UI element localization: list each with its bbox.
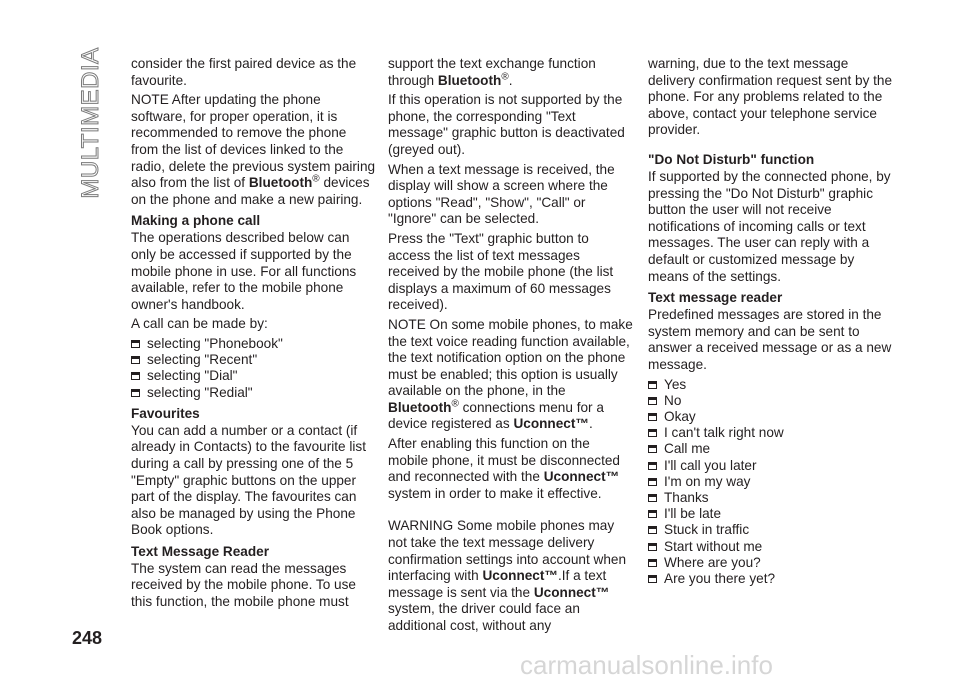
text: support the text exchange function through [388, 56, 596, 88]
text: .If a text message is sent via the [388, 568, 607, 600]
heading-text-message-reader: Text message reader [648, 290, 783, 306]
paragraph [388, 436, 633, 502]
list-item: Thanks [648, 490, 893, 506]
heading-text-message-reader: Text Message Reader [131, 543, 270, 559]
list-item: Where are you? [648, 555, 893, 571]
bluetooth-brand: Bluetooth [248, 175, 313, 191]
paragraph [388, 56, 633, 89]
call-options-list [131, 336, 376, 401]
column-1 [131, 56, 376, 614]
list-item: Okay [648, 409, 893, 425]
list-item: Are you there yet? [648, 571, 893, 587]
bluetooth-brand: Bluetooth [437, 72, 502, 88]
paragraph: When a text message is received, the display will show a screen where the options "Read", "Show", "Call" or "Ignore" can be selected. [388, 161, 615, 227]
list-item: selecting "Phonebook" [131, 336, 376, 352]
section-tab-label: MULTIMEDIA [77, 47, 104, 199]
paragraph: You can add a number or a contact (if already in Contacts) to the favourite list during a call by pressing one of the 5 "Empty" graphic buttons on the upper part of the display. The favourites can also be managed by using the Phone Book options. [131, 422, 366, 538]
heading-making-call: Making a phone call [131, 213, 261, 229]
paragraph: Predefined messages are stored in the system memory and can be sent to answer a received message or as a new message. [648, 307, 892, 372]
paragraph [388, 317, 633, 433]
registered-mark: ® [312, 173, 320, 185]
heading-do-not-disturb: "Do Not Disturb" function [648, 151, 815, 167]
uconnect-brand: Uconnect™ [533, 584, 610, 600]
text: connections menu for a device registered as [388, 399, 604, 432]
list-item: selecting "Redial" [131, 385, 376, 401]
warning-paragraph [388, 518, 633, 634]
text: . [508, 72, 513, 88]
column-3 [648, 56, 893, 590]
uconnect-brand: Uconnect™ [482, 568, 558, 584]
paragraph: The system can read the messages received by the mobile phone. To use this function, the mobile phone must [131, 560, 356, 610]
list-item: No [648, 393, 893, 409]
text: devices on the phone and make a new pairing. [131, 175, 370, 207]
paragraph: consider the first paired device as the favourite. [131, 56, 357, 88]
list-item: I can't talk right now [648, 425, 893, 441]
uconnect-brand: Uconnect™ [543, 469, 620, 485]
paragraph [131, 92, 376, 208]
list-item: I'll be late [648, 506, 893, 522]
text: system, the driver could face an additional cost, without any [388, 601, 580, 633]
text: . [588, 416, 593, 432]
text: WARNING Some mobile phones may not take the text message delivery confirmation settings into account when interfacing with [388, 518, 627, 584]
column-2 [388, 56, 633, 638]
list-item: I'll call you later [648, 458, 893, 474]
bluetooth-brand: Bluetooth [388, 399, 452, 415]
list-item: selecting "Dial" [131, 368, 376, 384]
list-item: I'm on my way [648, 474, 893, 490]
text: system in order to make it effective. [388, 485, 602, 501]
paragraph: If supported by the connected phone, by pressing the "Do Not Disturb" graphic button the user will not receive notifications of incoming calls or text messages. The user can reply with a default or customized message by means of the settings. [648, 168, 891, 284]
list-item: selecting "Recent" [131, 352, 376, 368]
list-item: Stuck in traffic [648, 522, 893, 538]
page-number: 248 [72, 628, 103, 648]
paragraph: Press the "Text" graphic button to access the list of text messages received by the mobile phone (the list displays a maximum of 60 messages received). [388, 230, 614, 313]
paragraph: warning, due to the text message delivery confirmation request sent by the phone. For any problems related to the above, contact your telephone service provider. [648, 56, 893, 138]
registered-mark: ® [451, 398, 459, 410]
paragraph: A call can be made by: [131, 316, 268, 332]
list-item: Yes [648, 377, 893, 393]
registered-mark: ® [501, 71, 509, 83]
text: After enabling this function on the mobile phone, it must be disconnected and reconnected with the [388, 436, 620, 485]
predefined-messages-list [648, 377, 893, 588]
paragraph: The operations described below can only be accessed if supported by the mobile phone in use. For all functions available, refer to the mobile phone owner's handbook. [131, 230, 357, 312]
list-item: Start without me [648, 539, 893, 555]
list-item: Call me [648, 441, 893, 457]
paragraph: If this operation is not supported by the phone, the corresponding "Text message" graphic button is deactivated (greyed out). [388, 92, 625, 157]
uconnect-brand: Uconnect™ [513, 416, 589, 432]
section-tab [76, 47, 106, 199]
heading-favourites: Favourites [131, 405, 200, 421]
watermark: carmanualsonline.info [520, 650, 773, 680]
text: NOTE After updating the phone software, for proper operation, it is recommended to remove the phone from the list of devices linked to the radio, delete the previous system pairing also from the list of [131, 92, 376, 191]
text: NOTE On some mobile phones, to make the text voice reading function available, the text notification option on the phone must be enabled; this option is usually available on the phone, in the [388, 316, 633, 399]
